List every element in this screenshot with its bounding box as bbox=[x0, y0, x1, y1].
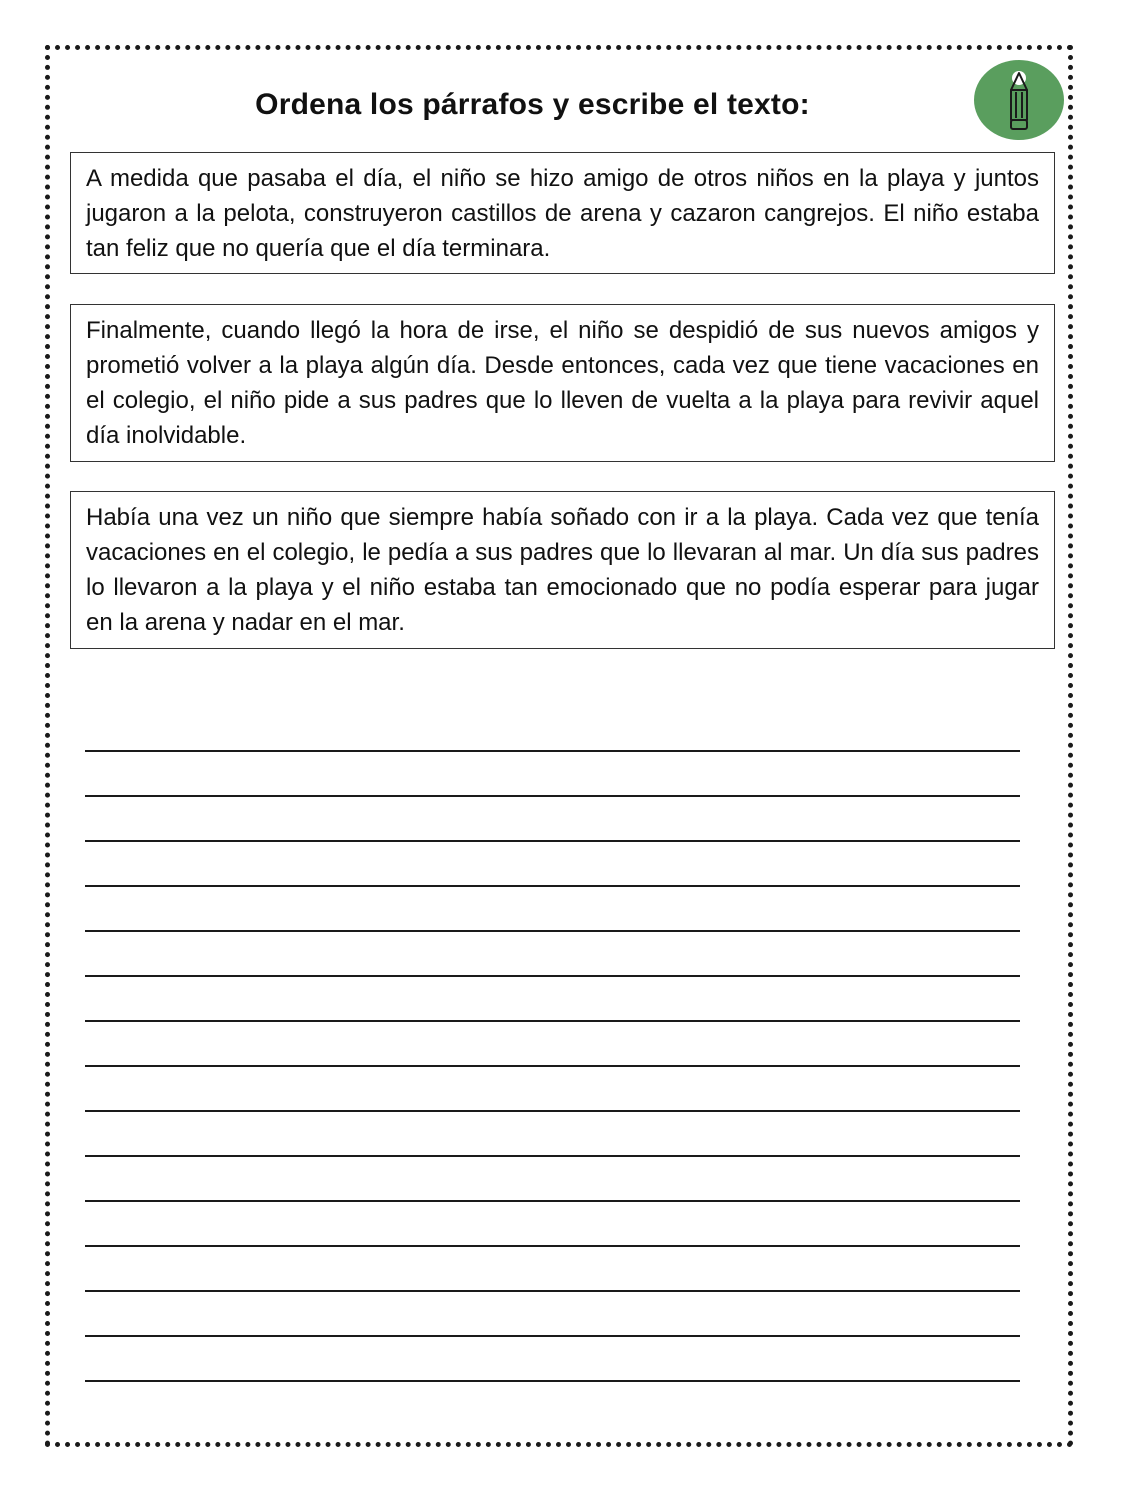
worksheet-title: Ordena los párrafos y escribe el texto: bbox=[255, 88, 810, 121]
pencil-icon bbox=[974, 60, 1064, 140]
writing-line[interactable] bbox=[85, 750, 1020, 752]
writing-line[interactable] bbox=[85, 1335, 1020, 1337]
writing-line[interactable] bbox=[85, 885, 1020, 887]
writing-lines-area[interactable] bbox=[85, 750, 1020, 1425]
writing-line[interactable] bbox=[85, 1065, 1020, 1067]
pencil-badge bbox=[974, 60, 1064, 140]
writing-line[interactable] bbox=[85, 1245, 1020, 1247]
writing-line[interactable] bbox=[85, 975, 1020, 977]
writing-line[interactable] bbox=[85, 930, 1020, 932]
writing-line[interactable] bbox=[85, 1110, 1020, 1112]
writing-line[interactable] bbox=[85, 1380, 1020, 1382]
writing-line[interactable] bbox=[85, 1290, 1020, 1292]
writing-line[interactable] bbox=[85, 840, 1020, 842]
writing-line[interactable] bbox=[85, 1020, 1020, 1022]
paragraph-box-3: Había una vez un niño que siempre había soñado con ir a la playa. Cada vez que tenía vacaciones en el colegio, le pedía a sus padres que lo llevaran al mar. Un día sus padres lo llevaron a la playa y el niño estaba tan emocionado que no podía esperar para jugar en la arena y nadar en el mar. bbox=[70, 491, 1055, 649]
paragraph-box-1: A medida que pasaba el día, el niño se hizo amigo de otros niños en la playa y juntos jugaron a la pelota, construyeron castillos de arena y cazaron cangrejos. El niño estaba tan feliz que no quería que el día terminara. bbox=[70, 152, 1055, 274]
writing-line[interactable] bbox=[85, 1200, 1020, 1202]
writing-line[interactable] bbox=[85, 795, 1020, 797]
writing-line[interactable] bbox=[85, 1155, 1020, 1157]
paragraph-box-2: Finalmente, cuando llegó la hora de irse, el niño se despidió de sus nuevos amigos y prometió volver a la playa algún día. Desde entonces, cada vez que tiene vacaciones en el colegio, el niño pide a sus padres que lo lleven de vuelta a la playa para revivir aquel día inolvidable. bbox=[70, 304, 1055, 462]
